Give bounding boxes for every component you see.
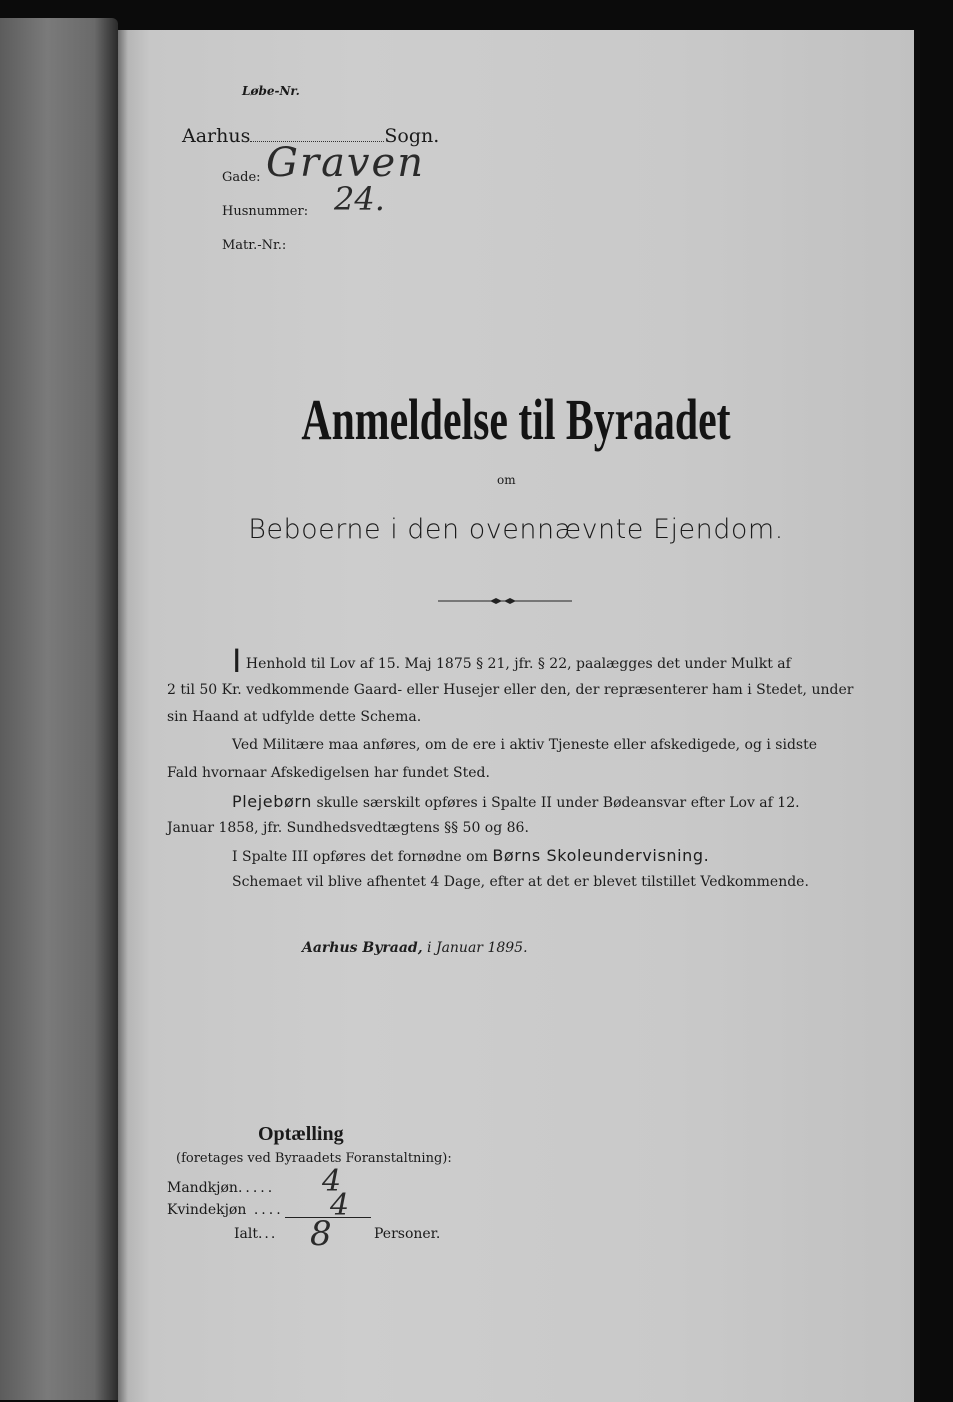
paragraph-5: Schemaet vil blive afhentet 4 Dage, efter at det er blevet tilstillet Vedkommende. bbox=[232, 874, 809, 890]
kvindekjon-handwritten-value: 4 bbox=[330, 1188, 350, 1223]
paragraph-3-line-2: Januar 1858, jfr. Sundhedsvedtægtens §§ 50 og 86. bbox=[167, 820, 529, 836]
title-ornament bbox=[438, 598, 572, 604]
plejeborn-emphasis: Plejebørn bbox=[232, 792, 313, 811]
paragraph-2-line-2: Fald hvornaar Afskedigelsen har fundet Sted. bbox=[167, 765, 490, 781]
gade-label: Gade: bbox=[222, 170, 261, 185]
sogn-label: Sogn. bbox=[384, 125, 440, 147]
title-connector: om bbox=[497, 473, 516, 487]
count-subtitle: (foretages ved Byraadets Foranstaltning): bbox=[176, 1151, 452, 1166]
matr-label: Matr.-Nr.: bbox=[222, 238, 287, 253]
document-subtitle: Beboerne i den ovennævnte Ejendom. bbox=[248, 514, 784, 545]
ialt-label: Ialt... bbox=[234, 1226, 278, 1242]
signature-line: Aarhus Byraad, i Januar 1895. bbox=[302, 940, 528, 956]
paragraph-2-line-1: Ved Militære maa anføres, om de ere i aktiv Tjeneste eller afskedigede, og i sidste bbox=[232, 737, 818, 753]
mandkjon-label: Mandkjøn..... bbox=[167, 1180, 276, 1196]
document-title: Anmeldelse til Byraadet bbox=[301, 387, 731, 452]
paragraph-4: I Spalte III opføres det fornødne om Børns Skoleundervisning. bbox=[232, 846, 710, 865]
husnummer-label: Husnummer: bbox=[222, 204, 309, 219]
city-name: Aarhus bbox=[182, 125, 251, 147]
lobe-nr-label: Løbe-Nr. bbox=[242, 84, 300, 98]
count-title: Optælling bbox=[258, 1123, 344, 1145]
drop-initial: I bbox=[232, 642, 242, 680]
ialt-handwritten-value: 8 bbox=[310, 1214, 332, 1254]
paragraph-1-line-1: I Henhold til Lov af 15. Maj 1875 § 21, jfr. § 22, paalægges det under Mulkt af bbox=[232, 642, 791, 680]
paragraph-1-line-3: sin Haand at udfylde dette Schema. bbox=[167, 709, 422, 725]
paragraph-3-line-1: Plejebørn skulle særskilt opføres i Spalte II under Bødeansvar efter Lov af 12. bbox=[232, 792, 800, 811]
mandkjon-handwritten-value: 4 bbox=[322, 1164, 342, 1199]
page-gutter-shadow bbox=[118, 30, 128, 1402]
kvindekjon-label: Kvindekjøn .... bbox=[167, 1202, 284, 1218]
gade-handwritten-value: Graven bbox=[266, 140, 425, 186]
skoleundervisning-emphasis: Børns Skoleundervisning. bbox=[492, 846, 710, 865]
personer-label: Personer. bbox=[374, 1226, 441, 1242]
paragraph-1-line-2: 2 til 50 Kr. vedkommende Gaard- eller Husejer eller den, der repræsenterer ham i Stedet, under bbox=[167, 682, 854, 698]
left-page-edge bbox=[0, 18, 118, 1400]
husnummer-handwritten-value: 24. bbox=[334, 180, 385, 218]
